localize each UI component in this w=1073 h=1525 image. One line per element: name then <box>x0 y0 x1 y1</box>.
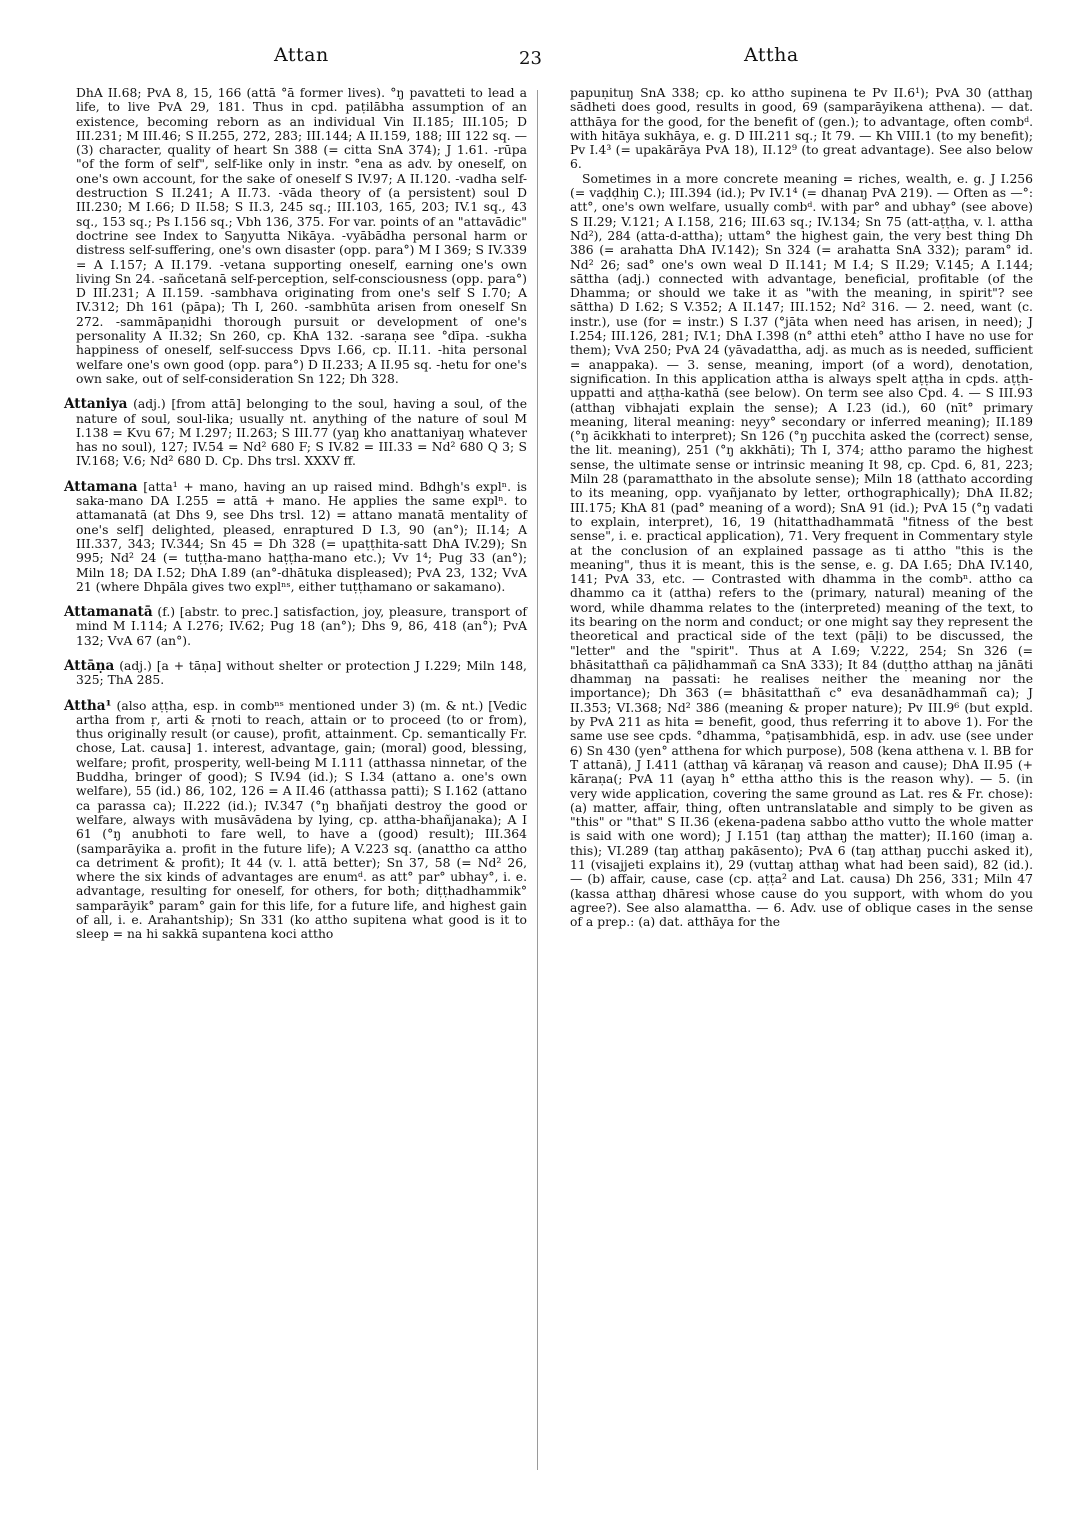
continuation-text: DhA II.68; PvA 8, 15, 166 (attā °ā former lives). °ŋ pavatteti to lead a life, to live PvA 29, 181. Thus in cpd. paṭilābha assumption of an existence, becoming reborn as an individual Vin II.185; III.105; D III.231; M III.46; S II.255, 272, 283; III.144; A II.159, 188; III 122 sq. — (3) character, quality of heart Sn 388 (= citta SnA 374); J 1.61. -rūpa "of the form of self", self-like only in instr. °ena as adv. by oneself, on one's own account, for the sake of oneself S IV.97; A II.120. -vadha self-destruction S II.241; A II.73. -vāda theory of (a persistent) soul D III.230; M I.66; D II.58; S II.3, 245 sq.; III.103, 165, 203; IV.1 sq., 43 sq., 153 sq.; Ps I.156 sq.; Vbh 136, 375. For var. points of an "attavādic" doctrine see Index to Saŋyutta Nikāya. -vyābādha personal harm or distress self-suffering, one's own disaster (opp. para°) M I 369; S IV.339 = A I.157; A II.179. -vetana supporting oneself, earning one's own living Sn 24. -sañcetanā self-perception, self-consciousness (opp. para°) D III.231; A II.159. -sambhava originating from one's self S I.70; A IV.312; Dh 161 (pāpa); Th I, 260. -sambhūta arisen from oneself Sn 272. -sammāpaṇidhi thorough pursuit or development of one's personality A II.32; Sn 260, cp. KhA 132. -saraṇa see °dīpa. -sukha happiness of oneself, self-success Dpvs I.66, cp. II.11. -hita personal welfare one's own good (opp. para°) D II.233; A II.95 sq. -hetu for one's own sake, out of self-consideration Sn 122; Dh 328. <box>76 86 527 386</box>
right-column <box>570 86 1033 930</box>
entry-headword: Attaniya <box>64 396 128 413</box>
dictionary-entry <box>64 480 527 594</box>
dictionary-entry <box>64 397 527 468</box>
entry-headword: Attamana <box>64 478 138 495</box>
left-running-headword: Attan <box>274 44 329 66</box>
entry-body: [atta¹ + mano, having an up raised mind. Bdhgh's explⁿ. is saka-mano DA I.255 = attā + mano. He applies the same explⁿ. to attamanatā (at Dhs 9, see Dhs trsl. 12) = attano manatā mentality of one's self] delighted, pleased, enraptured D I.3, 90 (an°); II.14; A III.337, 343; IV.344; Sn 45 = Dh 328 (= upaṭṭhita-satt DhA IV.29); Sn 995; Nd² 24 (= tuṭṭha-mano haṭṭha-mano etc.); Vv 1⁴; Pug 33 (an°); Miln 18; DA I.52; DhA I.89 (an°-dhātuka displeased); PvA 23, 132; VvA 21 (where Dhpāla gives two explⁿˢ, either tuṭṭhamano or sakamano). <box>76 479 527 594</box>
column-divider <box>537 90 538 1470</box>
left-column <box>64 86 527 953</box>
dictionary-entry <box>64 659 527 688</box>
entry-body: (adj.) [a + tāṇa] without shelter or protection J I.229; Miln 148, 325; ThA 285. <box>76 658 527 688</box>
entry-body: (adj.) [from attā] belonging to the soul, having a soul, of the nature of soul, soul-lika; usually nt. anything of the nature of soul M I.138 = Kvu 67; M I.297; II.263; S III.77 (yaŋ kho anattaniyaŋ whatever has no soul), 127; IV.54 = Nd² 680 F; S IV.82 = III.33 = Nd² 680 Q 3; S IV.168; V.6; Nd² 680 D. Cp. Dhs trsl. XXXV ff. <box>76 397 527 469</box>
entry-headword: Attamanatā <box>64 604 153 621</box>
right-running-headword: Attha <box>744 44 799 66</box>
dictionary-entry <box>64 605 527 648</box>
entry-body: (also aṭṭha, esp. in combⁿˢ mentioned under 3) (m. & nt.) [Vedic artha from ṛ, arti & ṛnoti to reach, attain or to proceed (to or from), thus originally result (or cause), profit, attainment. Cp. semantically Fr. chose, Lat. causa] 1. interest, advantage, gain; (moral) good, blessing, welfare; profit, prosperity, well-being M I.111 (atthassa ninnetar, of the Buddha, bringer of good); S IV.94 (id.); S I.34 (attano a. one's own welfare), 55 (id.) 86, 102, 126 = A II.46 (atthassa patti); S I.162 (attano ca parassa ca); II.222 (id.); IV.347 (°ŋ bhañjati destroy the good or welfare, always with musāvādena by lying, cp. attha-bhañjanaka); A I 61 (°ŋ anubhoti to fare well, to have a (good) result); III.364 (samparāyika a. profit in the future life); A V.223 sq. (anattho ca attho ca detriment & profit); It 44 (v. l. attā better); Sn 37, 58 (= Nd² 26, where the six kinds of advantages are enumᵈ. as att° par° ubhay°, i. e. advantage, resulting for oneself, for others, for both; diṭṭhadhammik° samparāyik° param° gain for this life, for a future life, and highest gain of all, i. e. Arahantship); Sn 331 (ko attho supitena what good is it to sleep = na hi sakkā supantena koci attho <box>76 698 527 942</box>
page-header <box>64 44 1009 74</box>
entry-headword: Attha¹ <box>64 697 112 714</box>
continuation-paragraph: papuṇituŋ SnA 338; cp. ko attho supinena te Pv II.6¹); PvA 30 (atthaŋ sādheti does good, results in good, 69 (samparāyikena atthena). — dat. atthāya for the good, for the benefit of (gen.); to advantage, often combᵈ. with hitāya sukhāya, e. g. D III.211 sq.; It 79. — Kh VIII.1 (to my benefit); Pv I.4³ (= upakārāya PvA 18), II.12⁹ (to great advantage). See also below 6. <box>570 86 1033 172</box>
page-number: 23 <box>519 48 542 69</box>
body-paragraph: Sometimes in a more concrete meaning = riches, wealth, e. g. J I.256 (= vaḍḍhiŋ C.); III.394 (id.); Pv IV.1⁴ (= dhanaŋ PvA 219). — Often as —°: att°, one's own welfare, usually combᵈ. with par° and ubhay° (see above) S II.29; V.121; A I.158, 216; III.63 sq.; IV.134; Sn 75 (att-aṭṭha, v. l. attha Nd²), 284 (atta-d-attha); uttam° the highest gain, the very best thing Dh 386 (= arahatta DhA IV.142); Sn 324 (= arahatta SnA 332); param° id. Nd² 26; sad° one's own weal D II.141; M I.4; S II.29; V.145; A I.144; sāttha (adj.) connected with advantage, beneficial, profitable (of the Dhamma; or should we take it as "with the meaning, in spirit"? see sāttha) D I.62; S V.352; A II.147; III.152; Nd² 316. — 2. need, want (c. instr.), use (for = instr.) S I.37 (°jāta when need has arisen, in need); J I.254; III.126, 281; IV.1; DhA I.398 (n° atthi eteh° attho I have no use for them); VvA 250; PvA 24 (yāvadattha, adj. as much as is needed, sufficient = anappaka). — 3. sense, meaning, import (of a word), denotation, signification. In this application attha is always spelt aṭṭha in cpds. aṭṭh-uppatti and aṭṭha-kathā (see below). On term see also Cpd. 4. — S III.93 (atthaŋ vibhajati explain the sense); A I.23 (id.), 60 (nīt° primary meaning, literal meaning: neyy° secondary or inferred meaning); II.189 (°ŋ ācikkhati to interpret); Sn 126 (°ŋ pucchita asked the (correct) sense, the lit. meaning), 251 (°ŋ akkhāti); Th I, 374; attho paramo the highest sense, the ultimate sense or intrinsic meaning It 98, cp. Cpd. 6, 81, 223; Miln 28 (paramatthato in the absolute sense); Miln 18 (atthato according to its meaning, opp. vyañjanato by letter, orthographically); DhA II.82; III.175; KhA 81 (pad° meaning of a word); SnA 91 (id.); PvA 15 (°ŋ vadati to explain, interpret), 16, 19 (hitatthadhammatā "fitness of the best sense", i. e. practical application), 71. Very frequent in Commentary style at the conclusion of an explained passage as ti attho "this is the meaning", thus it is meant, this is the sense, e. g. DA I.65; DhA IV.140, 141; PvA 33, etc. — Contrasted with dhamma in the combⁿ. attho ca dhammo ca it (attha) refers to the (primary, natural) meaning of the word, while dhamma relates to the (interpreted) meaning of the text, to its bearing on the norm and conduct; or one might say they represent the theoretical and practical side of the text (pāḷi) to be discussed, the "letter" and the "spirit". Thus at A I.69; V.222, 254; Sn 326 (= bhāsitatthañ ca pāḷidhammañ ca SnA 333); It 84 (duṭṭho atthaŋ na jānāti dhammaŋ na passati: he realises neither the meaning nor the importance); Dh 363 (= bhāsitatthañ c° eva desanādhammañ ca); J II.353; VI.368; Nd² 386 (meaning & proper nature); Pv III.9⁶ (but expld. by PvA 211 as hita = benefit, good, thus referring it to above 1). For the same use see cpds. °dhamma, °paṭisambhidā, esp. in adv. use (see under 6) Sn 430 (yen° atthena for which purpose), 508 (kena atthena v. l. BB for T attanā), J I.411 (atthaŋ vā kāraṇaŋ vā reason and cause); DhA II.95 (+ kāraṇa(; PvA 11 (ayaŋ h° ettha attho this is the reason why). — 5. (in very wide application, covering the same ground as Lat. res & Fr. chose): (a) matter, affair, thing, often untranslatable and simply to be given as "this" or "that" S II.36 (ekena-padena sabbo attho vutto the whole matter is said with one word); J I.151 (taŋ atthaŋ the matter); II.160 (imaŋ a. this); VI.289 (taŋ atthaŋ pakāsento); PvA 6 (taŋ atthaŋ pucchi asked it), 11 (visajjeti explains it), 29 (vuttaŋ atthaŋ what had been said), 82 (id.). — (b) affair, cause, case (cp. aṭṭa² and Lat. causa) Dh 256, 331; Miln 47 (kassa atthaŋ dhāresi whose cause do you support, with whom do you agree?). See also alamattha. — 6. Adv. use of oblique cases in the sense of a prep.: (a) dat. atthāya for the <box>570 171 1033 930</box>
dictionary-entry <box>64 699 527 942</box>
entry-headword: Attāṇa <box>64 657 115 674</box>
entry-body: (f.) [abstr. to prec.] satisfaction, joy, pleasure, transport of mind M I.114; A I.276; IV.62; Pug 18 (an°); Dhs 9, 86, 418 (an°); PvA 132; VvA 67 (an°). <box>76 605 527 648</box>
